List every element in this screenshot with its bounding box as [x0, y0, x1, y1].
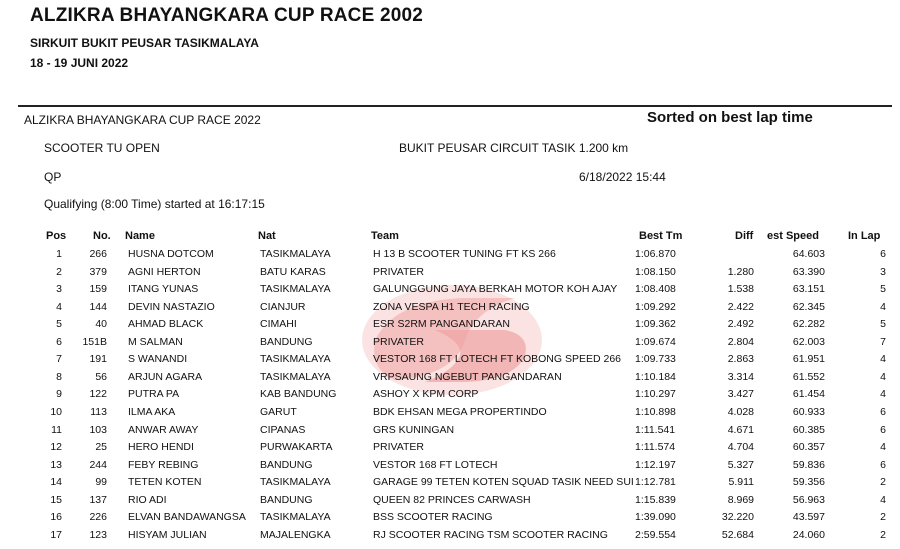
cell-diff: 2.492 — [727, 318, 754, 331]
cell-team: GRS KUNINGAN — [373, 423, 455, 436]
cell-team: ASHOY X KPM CORP — [373, 388, 479, 401]
cell-team: H 13 B SCOOTER TUNING FT KS 266 — [373, 248, 556, 260]
table-row — [0, 424, 900, 441]
cell-best-speed: 63.390 — [792, 265, 825, 278]
cell-team: VESTOR 168 FT LOTECH FT KOBONG SPEED 266 — [373, 353, 621, 366]
cell-best-tm: 1:08.150 — [635, 265, 676, 278]
cell-no: 226 — [89, 511, 107, 524]
cell-name: TETEN KOTEN — [128, 476, 202, 489]
cell-no: 123 — [89, 528, 107, 541]
cell-pos: 8 — [56, 370, 62, 383]
cell-pos: 5 — [56, 318, 62, 331]
cell-name: HERO HENDI — [128, 441, 194, 454]
cell-no: 56 — [95, 370, 107, 383]
cell-name: ELVAN BANDAWANGSA — [128, 511, 246, 524]
cell-name: HISYAM JULIAN — [128, 528, 207, 541]
cell-diff: 3.427 — [727, 388, 754, 401]
cell-nat: CIPANAS — [260, 423, 306, 436]
cell-in-lap: 3 — [880, 265, 886, 278]
cell-in-lap: 6 — [880, 458, 886, 471]
table-row — [0, 318, 900, 335]
cell-pos: 6 — [56, 335, 62, 348]
table-row — [0, 441, 900, 458]
table-row — [0, 266, 900, 283]
cell-best-tm: 1:12.197 — [635, 458, 676, 471]
cell-best-tm: 1:08.408 — [635, 283, 676, 296]
cell-pos: 2 — [56, 265, 62, 278]
cell-in-lap: 6 — [880, 405, 886, 418]
cell-team: PRIVATER — [373, 265, 424, 278]
cell-diff: 3.314 — [727, 370, 754, 383]
cell-no: 144 — [89, 300, 107, 313]
cell-name: DEVIN NASTAZIO — [128, 300, 215, 313]
cell-best-speed: 56.963 — [792, 493, 825, 506]
table-row — [0, 353, 900, 370]
cell-nat: TASIKMALAYA — [260, 511, 331, 524]
cell-best-speed: 59.836 — [792, 458, 825, 471]
table-row — [0, 529, 900, 546]
cell-no: 103 — [89, 423, 107, 436]
cell-pos: 15 — [50, 493, 62, 506]
cell-in-lap: 4 — [880, 493, 886, 506]
cell-pos: 16 — [50, 511, 62, 524]
col-no: No. — [93, 230, 111, 242]
cell-name: ARJUN AGARA — [128, 370, 203, 383]
cell-best-speed: 60.933 — [792, 405, 825, 418]
cell-best-tm: 1:09.674 — [635, 335, 676, 348]
cell-name: ANWAR AWAY — [128, 423, 199, 436]
cell-no: 25 — [95, 441, 107, 454]
cell-diff: 2.422 — [727, 300, 754, 313]
cell-in-lap: 6 — [880, 248, 886, 260]
cell-name: ITANG YUNAS — [128, 283, 199, 296]
cell-in-lap: 7 — [880, 335, 886, 348]
table-row — [0, 301, 900, 318]
cell-team: VRPSAUNG NGEBUT PANGANDARAN — [373, 370, 562, 383]
cell-best-tm: 1:10.184 — [635, 370, 676, 383]
cell-best-tm: 1:12.781 — [635, 476, 676, 489]
table-row — [0, 248, 900, 265]
cell-in-lap: 2 — [880, 528, 886, 541]
cell-best-speed: 59.356 — [792, 476, 825, 489]
cell-team: PRIVATER — [373, 335, 424, 348]
cell-best-speed: 61.552 — [792, 370, 825, 383]
cell-team: BDK EHSAN MEGA PROPERTINDO — [373, 405, 547, 418]
session-datetime: 6/18/2022 15:44 — [579, 170, 666, 184]
cell-in-lap: 4 — [880, 370, 886, 383]
cell-in-lap: 5 — [880, 318, 886, 331]
cell-no: 191 — [89, 353, 107, 366]
cell-diff: 4.671 — [727, 423, 754, 436]
table-row — [0, 459, 900, 476]
table-row — [0, 494, 900, 511]
cell-in-lap: 4 — [880, 441, 886, 454]
cell-nat: TASIKMALAYA — [260, 353, 331, 366]
cell-name: ILMA AKA — [128, 405, 176, 418]
cell-pos: 13 — [50, 458, 62, 471]
cell-nat: KAB BANDUNG — [260, 388, 337, 401]
cell-name: S WANANDI — [128, 353, 188, 366]
cell-nat: BANDUNG — [260, 493, 313, 506]
cell-pos: 7 — [56, 353, 62, 366]
col-best-tm: Best Tm — [639, 230, 683, 242]
cell-nat: BATU KARAS — [260, 265, 326, 278]
cell-team: RJ SCOOTER RACING TSM SCOOTER RACING — [373, 528, 608, 541]
cell-nat: CIANJUR — [260, 300, 306, 313]
table-row — [0, 406, 900, 423]
cell-nat: TASIKMALAYA — [260, 370, 331, 383]
table-row — [0, 511, 900, 528]
cell-name: PUTRA PA — [128, 388, 180, 401]
cell-pos: 11 — [51, 423, 62, 436]
venue-label: SIRKUIT BUKIT PEUSAR TASIKMALAYA — [30, 36, 259, 50]
cell-name: HUSNA DOTCOM — [128, 248, 214, 260]
cell-no: 379 — [89, 265, 107, 278]
cell-nat: TASIKMALAYA — [260, 476, 331, 489]
cell-name: M SALMAN — [128, 335, 183, 348]
col-best-speed: est Speed — [767, 230, 819, 242]
col-name: Name — [125, 230, 155, 242]
col-diff: Diff — [735, 230, 754, 242]
col-team: Team — [371, 230, 399, 242]
cell-team: BSS SCOOTER RACING — [373, 511, 493, 524]
cell-best-tm: 1:10.297 — [635, 388, 676, 401]
cell-diff: 4.704 — [727, 441, 754, 454]
circuit-label: BUKIT PEUSAR CIRCUIT TASIK 1.200 km — [399, 141, 629, 155]
cell-diff: 2.804 — [727, 335, 754, 348]
table-row — [0, 371, 900, 388]
cell-diff: 32.220 — [721, 511, 754, 524]
cell-name: RIO ADI — [128, 493, 167, 506]
header-divider — [18, 105, 892, 107]
cell-pos: 1 — [56, 248, 62, 260]
cell-best-tm: 1:06.870 — [635, 248, 676, 260]
col-nat: Nat — [258, 230, 276, 242]
cell-pos: 9 — [56, 388, 62, 401]
cell-diff: 52.684 — [721, 528, 754, 541]
cell-name: FEBY REBING — [128, 458, 199, 471]
cell-no: 137 — [89, 493, 107, 506]
cell-team: VESTOR 168 FT LOTECH — [373, 458, 498, 471]
cell-pos: 12 — [50, 441, 62, 454]
cell-pos: 4 — [56, 300, 62, 313]
cell-nat: MAJALENGKA — [260, 528, 331, 541]
cell-team: GARAGE 99 TETEN KOTEN SQUAD TASIK NEED SUI — [373, 476, 634, 489]
cell-pos: 3 — [56, 283, 62, 296]
cell-in-lap: 2 — [880, 476, 886, 489]
date-label: 18 - 19 JUNI 2022 — [30, 56, 129, 70]
cell-no: 244 — [89, 458, 107, 471]
cell-diff: 5.327 — [727, 458, 754, 471]
cell-pos: 17 — [50, 528, 62, 541]
cell-best-speed: 63.151 — [792, 283, 825, 296]
cell-best-speed: 64.603 — [792, 248, 825, 260]
table-row — [0, 476, 900, 493]
sort-label: Sorted on best lap time — [647, 109, 813, 126]
session-label: QP — [44, 170, 62, 184]
cell-in-lap: 4 — [880, 388, 886, 401]
cell-best-speed: 60.357 — [792, 441, 825, 454]
cell-team: QUEEN 82 PRINCES CARWASH — [373, 493, 531, 506]
cell-nat: BANDUNG — [260, 458, 313, 471]
cell-best-tm: 1:09.362 — [635, 318, 676, 331]
cell-diff: 2.863 — [727, 353, 754, 366]
cell-no: 122 — [89, 388, 107, 401]
cell-diff: 4.028 — [727, 405, 754, 418]
cell-no: 266 — [89, 248, 107, 260]
cell-in-lap: 6 — [880, 423, 886, 436]
cell-best-tm: 1:11.541 — [635, 423, 676, 436]
cell-best-tm: 1:10.898 — [635, 405, 676, 418]
cell-no: 113 — [90, 405, 107, 418]
cell-nat: TASIKMALAYA — [260, 248, 331, 260]
cell-best-speed: 62.003 — [792, 335, 825, 348]
cell-nat: PURWAKARTA — [260, 441, 333, 454]
cell-diff: 1.538 — [727, 283, 754, 296]
cell-nat: TASIKMALAYA — [260, 283, 331, 296]
cell-in-lap: 5 — [880, 283, 886, 296]
cell-diff: 5.911 — [728, 476, 754, 489]
cell-team: GALUNGGUNG JAYA BERKAH MOTOR KOH AJAY — [373, 283, 618, 296]
cell-in-lap: 2 — [880, 511, 886, 524]
cell-best-tm: 1:09.733 — [635, 353, 676, 366]
cell-team: PRIVATER — [373, 441, 424, 454]
cell-team: ESR S2RM PANGANDARAN — [373, 318, 510, 331]
cell-best-speed: 43.597 — [792, 511, 825, 524]
cell-no: 159 — [89, 283, 107, 296]
cell-nat: CIMAHI — [260, 318, 297, 331]
col-pos: Pos — [46, 230, 67, 242]
cell-no: 151B — [82, 335, 107, 348]
cell-best-speed: 61.454 — [792, 388, 825, 401]
cell-team: ZONA VESPA H1 TECH RACING — [373, 300, 530, 313]
cell-best-speed: 62.282 — [792, 318, 825, 331]
table-row — [0, 388, 900, 405]
class-name: SCOOTER TU OPEN — [44, 141, 160, 155]
cell-in-lap: 4 — [880, 353, 886, 366]
cell-best-speed: 61.951 — [792, 353, 825, 366]
cell-best-tm: 1:09.292 — [635, 300, 676, 313]
cell-best-speed: 24.060 — [792, 528, 825, 541]
cell-in-lap: 4 — [880, 300, 886, 313]
page-title: ALZIKRA BHAYANGKARA CUP RACE 2002 — [30, 5, 424, 26]
col-in-lap: In Lap — [848, 230, 881, 242]
cell-diff: 1.280 — [727, 265, 754, 278]
session-info: Qualifying (8:00 Time) started at 16:17:15 — [44, 197, 265, 211]
table-row — [0, 283, 900, 300]
cell-pos: 10 — [50, 405, 62, 418]
table-row — [0, 336, 900, 353]
cell-no: 40 — [95, 318, 107, 331]
cell-name: AGNI HERTON — [128, 265, 201, 278]
cell-nat: BANDUNG — [260, 335, 313, 348]
cell-nat: GARUT — [260, 405, 297, 418]
cell-best-tm: 2:59.554 — [635, 528, 676, 541]
cell-best-tm: 1:15.839 — [635, 493, 676, 506]
cell-best-speed: 62.345 — [792, 300, 825, 313]
event-name: ALZIKRA BHAYANGKARA CUP RACE 2022 — [24, 113, 261, 127]
cell-name: AHMAD BLACK — [128, 318, 204, 331]
cell-best-tm: 1:39.090 — [635, 511, 676, 524]
cell-best-tm: 1:11.574 — [635, 441, 676, 454]
cell-no: 99 — [95, 476, 107, 489]
cell-diff: 8.969 — [727, 493, 754, 506]
cell-pos: 14 — [50, 476, 62, 489]
cell-best-speed: 60.385 — [792, 423, 825, 436]
